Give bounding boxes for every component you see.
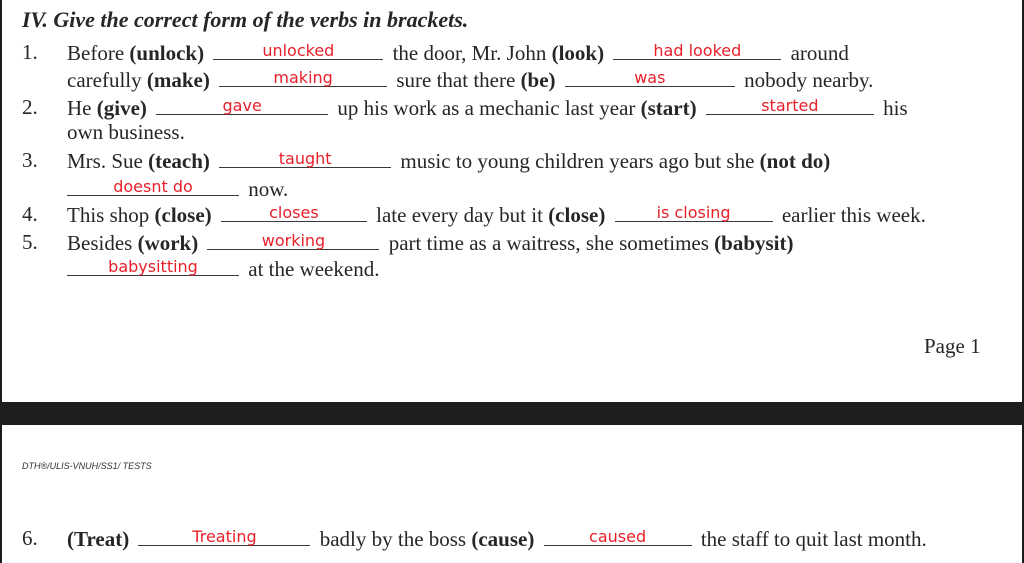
answer-text: is closing	[656, 203, 731, 222]
text: own business.	[67, 120, 185, 144]
answer-blank[interactable]	[67, 256, 239, 276]
item-3-line-1	[67, 148, 830, 173]
answer-text: taught	[278, 149, 332, 168]
answer-blank[interactable]	[219, 67, 387, 87]
answer-blank[interactable]	[156, 95, 328, 115]
answer-text: started	[761, 96, 819, 115]
text: late every day but it	[376, 203, 543, 227]
verb-prompt: (unlock)	[129, 41, 205, 65]
worksheet-page-2	[0, 425, 1024, 563]
verb-prompt: (give)	[96, 96, 147, 120]
text: at the weekend.	[248, 257, 380, 281]
verb-prompt: (cause)	[471, 527, 535, 551]
item-3-line-2	[63, 176, 288, 201]
text: He	[67, 96, 92, 120]
item-number: 6.	[22, 526, 38, 550]
answer-blank[interactable]	[67, 176, 239, 196]
item-4-line-1	[67, 202, 926, 227]
text: Mrs. Sue	[67, 149, 143, 173]
item-number: 3.	[22, 148, 38, 172]
page-number: Page 1	[924, 334, 981, 358]
answer-text: unlocked	[262, 41, 335, 60]
answer-blank[interactable]	[219, 148, 391, 168]
text: the staff to quit last month.	[700, 527, 927, 551]
text: up his work as a mechanic last year	[337, 96, 636, 120]
answer-blank[interactable]	[544, 526, 692, 546]
answer-blank[interactable]	[138, 526, 310, 546]
text: around	[790, 41, 849, 65]
verb-prompt: (make)	[146, 68, 210, 92]
text: Before	[67, 41, 125, 65]
header-code: DTH®/ULIS-VNUH/SS1/ TESTS	[22, 461, 152, 471]
answer-blank[interactable]	[207, 230, 379, 250]
verb-prompt: (teach)	[148, 149, 210, 173]
verb-prompt: (close)	[154, 203, 212, 227]
verb-prompt: (babysit)	[714, 231, 794, 255]
item-number: 1.	[22, 40, 38, 64]
answer-text: Treating	[192, 527, 257, 546]
text: nobody nearby.	[744, 68, 874, 92]
item-5-line-1	[67, 230, 794, 255]
text: This shop	[67, 203, 150, 227]
answer-blank[interactable]	[613, 40, 781, 60]
answer-text: working	[261, 231, 326, 250]
answer-blank[interactable]	[213, 40, 383, 60]
verb-prompt: (work)	[137, 231, 199, 255]
answer-text: had looked	[653, 41, 742, 60]
item-1-line-1	[67, 40, 849, 65]
item-1-line-2	[67, 67, 873, 92]
answer-text: making	[273, 68, 333, 87]
verb-prompt: (start)	[640, 96, 697, 120]
answer-text: babysitting	[108, 257, 198, 276]
item-2-line-2	[67, 120, 185, 144]
text: part time as a waitress, she sometimes	[388, 231, 709, 255]
answer-blank[interactable]	[615, 202, 773, 222]
item-number: 2.	[22, 95, 38, 119]
answer-text: was	[634, 68, 666, 87]
text: earlier this week.	[781, 203, 926, 227]
text: music to young children years ago but she	[400, 149, 755, 173]
answer-blank[interactable]	[221, 202, 367, 222]
answer-text: caused	[589, 527, 647, 546]
answer-blank[interactable]	[706, 95, 874, 115]
text: now.	[248, 177, 289, 201]
verb-prompt: (be)	[520, 68, 556, 92]
verb-prompt: (close)	[548, 203, 606, 227]
answer-text: doesnt do	[113, 177, 193, 196]
text: carefully	[67, 68, 142, 92]
text: his	[883, 96, 908, 120]
text: the door, Mr. John	[392, 41, 547, 65]
verb-prompt: (not do)	[759, 149, 831, 173]
answer-text: closes	[269, 203, 319, 222]
page-separator	[0, 402, 1024, 425]
item-6-line-1	[67, 526, 927, 551]
item-2-line-1	[67, 95, 908, 120]
item-number: 5.	[22, 230, 38, 254]
verb-prompt: (look)	[551, 41, 605, 65]
text: badly by the boss	[319, 527, 467, 551]
exercise-title: IV. Give the correct form of the verbs in brackets.	[22, 7, 469, 32]
item-5-line-2	[63, 256, 379, 281]
verb-prompt: (Treat)	[67, 527, 130, 551]
text: Besides	[67, 231, 133, 255]
item-number: 4.	[22, 202, 38, 226]
answer-text: gave	[222, 96, 262, 115]
answer-blank[interactable]	[565, 67, 735, 87]
text: sure that there	[396, 68, 516, 92]
